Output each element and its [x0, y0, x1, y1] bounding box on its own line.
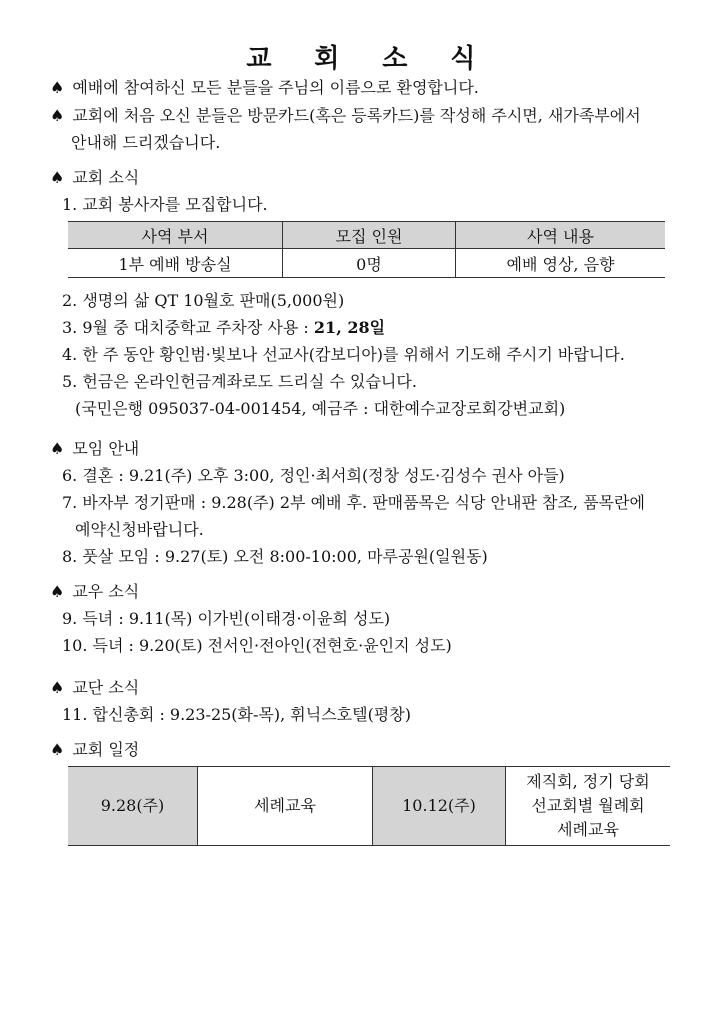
- visitor-text-2: 안내해 드리겠습니다.: [71, 133, 221, 152]
- spade-icon: ♠: [50, 439, 65, 458]
- item-3-text: 3. 9월 중 대치중학교 주차장 사용 :: [62, 318, 314, 337]
- section-heading: 교회 소식: [72, 168, 140, 187]
- section-heading: 교우 소식: [72, 582, 140, 601]
- section-church-news: [50, 165, 139, 188]
- schedule-event-2: [506, 767, 671, 846]
- item-9: 9. 득녀 : 9.11(목) 이가빈(이태경·이윤희 성도): [62, 609, 391, 628]
- section-schedule: [50, 737, 139, 760]
- item-4: 4. 한 주 동안 황인범·빛보나 선교사(캄보디아)를 위해서 기도해 주시기 바랍니다.: [62, 345, 625, 364]
- item-3: [62, 315, 385, 338]
- section-heading: 교단 소식: [72, 678, 140, 697]
- section-heading: 교회 일정: [72, 740, 140, 759]
- col-header-content: 사역 내용: [456, 222, 666, 249]
- item-10: 10. 득녀 : 9.20(토) 전서인·전아인(전현호·윤인지 성도): [62, 636, 452, 655]
- visitor-text-1: 교회에 처음 오신 분들은 방문카드(혹은 등록카드)를 작성해 주시면, 새가족부에서: [72, 106, 641, 125]
- schedule-event-2-line: 제직회, 정기 당회: [526, 772, 650, 791]
- item-11: 11. 합신총회 : 9.23-25(화-목), 휘닉스호텔(평창): [62, 705, 411, 724]
- section-members: [50, 579, 139, 602]
- cell-count: 0명: [283, 249, 456, 278]
- spade-icon: ♠: [50, 678, 65, 697]
- schedule-event-1: 세례교육: [198, 767, 373, 846]
- welcome-text: 예배에 참여하신 모든 분들을 주님의 이름으로 환영합니다.: [72, 78, 479, 97]
- welcome-line: [50, 75, 479, 98]
- spade-icon: ♠: [50, 740, 65, 759]
- spade-icon: ♠: [50, 78, 65, 97]
- visitor-line: [50, 103, 641, 126]
- item-6: 6. 결혼 : 9.21(주) 오후 3:00, 정인·최서희(정창 성도·김성수 권사 아들): [62, 466, 565, 485]
- col-header-count: 모집 인원: [283, 222, 456, 249]
- spade-icon: ♠: [50, 168, 65, 187]
- cell-content: 예배 영상, 음향: [456, 249, 666, 278]
- item-8: 8. 풋살 모임 : 9.27(토) 오전 8:00-10:00, 마루공원(일원동): [62, 547, 488, 566]
- schedule-event-2-line: 선교회별 월례회: [531, 796, 645, 815]
- section-meeting: [50, 436, 139, 459]
- section-denomination: [50, 675, 139, 698]
- spade-icon: ♠: [50, 582, 65, 601]
- item-7-cont: 예약신청바랍니다.: [75, 520, 204, 539]
- item-1: 1. 교회 봉사자를 모집합니다.: [62, 195, 268, 214]
- page-title: 교 회 소 식: [246, 44, 493, 74]
- volunteer-table: [68, 221, 665, 278]
- item-3-dates: 21, 28일: [313, 318, 386, 337]
- schedule-date-2: 10.12(주): [373, 767, 506, 846]
- schedule-event-2-line: 세례교육: [557, 820, 619, 839]
- item-5-account: (국민은행 095037-04-001454, 예금주 : 대한예수교장로회강변교회): [75, 399, 566, 418]
- schedule-date-1: 9.28(주): [68, 767, 198, 846]
- col-header-dept: 사역 부서: [68, 222, 283, 249]
- item-5: 5. 헌금은 온라인헌금계좌로도 드리실 수 있습니다.: [62, 372, 417, 391]
- item-7: 7. 바자부 정기판매 : 9.28(주) 2부 예배 후. 판매품목은 식당 안내판 참조, 품목란에: [62, 493, 645, 512]
- schedule-table: [68, 766, 670, 846]
- table-header-row: [68, 222, 665, 249]
- spade-icon: ♠: [50, 106, 65, 125]
- item-2: 2. 생명의 삶 QT 10월호 판매(5,000원): [62, 291, 345, 310]
- section-heading: 모임 안내: [72, 439, 140, 458]
- table-row: [68, 767, 670, 846]
- table-row: [68, 249, 665, 278]
- cell-dept: 1부 예배 방송실: [118, 254, 232, 274]
